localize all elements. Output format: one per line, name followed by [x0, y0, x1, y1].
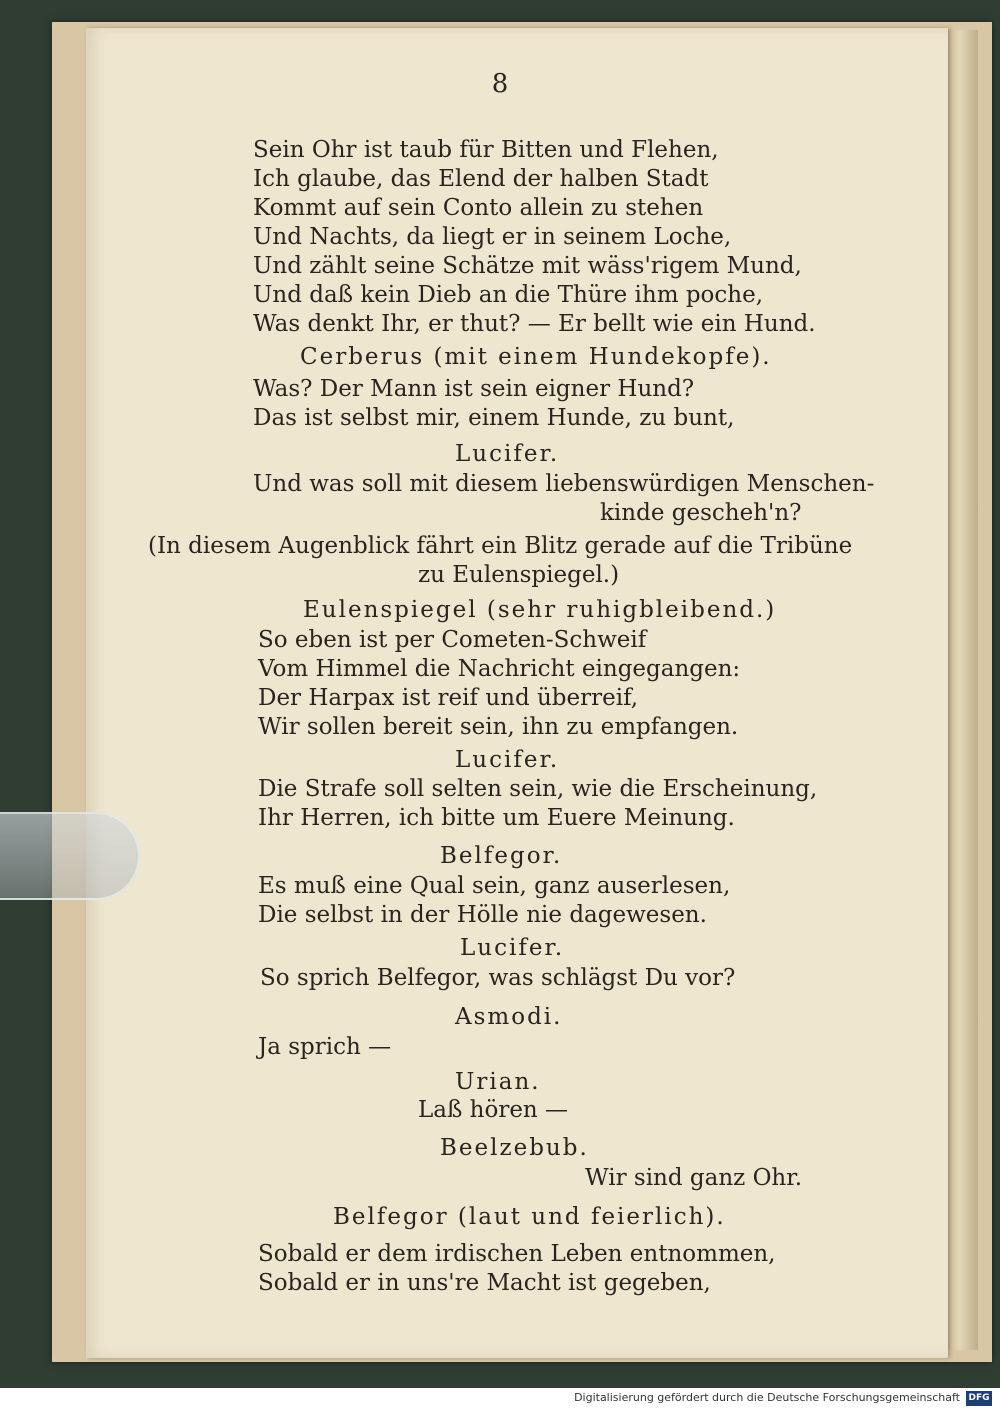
text-line: Ihr Herren, ich bitte um Euere Meinung.	[258, 805, 735, 831]
text-line: Das ist selbst mir, einem Hunde, zu bunt,	[253, 405, 735, 431]
text-line: Sobald er dem irdischen Leben entnommen,	[258, 1241, 776, 1267]
text-line: kinde gescheh'n?	[600, 500, 802, 526]
speaker-line: Belfegor (laut und feierlich).	[333, 1204, 726, 1230]
text-line: Kommt auf sein Conto allein zu stehen	[253, 195, 704, 221]
text-line: Die selbst in der Hölle nie dagewesen.	[258, 902, 707, 928]
text-line: Die Strafe soll selten sein, wie die Erscheinung,	[258, 776, 818, 802]
speaker-name: Lucifer.	[455, 441, 560, 467]
speaker-name: Lucifer.	[455, 747, 560, 773]
stage-direction: (In diesem Augenblick fährt ein Blitz gerade auf die Tribüne	[148, 533, 853, 559]
text-line: Was? Der Mann ist sein eigner Hund?	[253, 376, 695, 402]
speaker-name: Beelzebub.	[440, 1135, 589, 1161]
text-line: Wir sollen bereit sein, ihn zu empfangen.	[258, 714, 739, 740]
text-line: Und was soll mit diesem liebenswürdigen Menschen-	[253, 471, 875, 497]
text-line: Und zählt seine Schätze mit wäss'rigem Mund,	[253, 253, 802, 279]
speaker-name: Lucifer.	[460, 935, 565, 961]
dfg-logo: DFG	[966, 1391, 992, 1406]
text-line: Ich glaube, das Elend der halben Stadt	[253, 166, 709, 192]
text-line: Sobald er in uns're Macht ist gegeben,	[258, 1270, 711, 1296]
text-line: Ja sprich —	[258, 1034, 392, 1060]
text-line: Sein Ohr ist taub für Bitten und Flehen,	[253, 137, 719, 163]
text-line: Laß hören —	[418, 1097, 569, 1123]
speaker-name: Asmodi.	[455, 1004, 563, 1030]
text-line: Und daß kein Dieb an die Thüre ihm poche,	[253, 282, 764, 308]
footer-bar	[0, 1388, 1000, 1410]
speaker-name: Urian.	[455, 1069, 541, 1095]
text-line: Es muß eine Qual sein, ganz auserlesen,	[258, 873, 731, 899]
footer-credit: Digitalisierung gefördert durch die Deutsche Forschungsgemeinschaft	[574, 1391, 960, 1404]
page-number: 8	[491, 69, 509, 99]
stage-direction: zu Eulenspiegel.)	[418, 562, 620, 588]
text-line: Was denkt Ihr, er thut? — Er bellt wie ein Hund.	[253, 311, 816, 337]
speaker-line: Eulenspiegel (sehr ruhigbleibend.)	[303, 597, 777, 623]
text-line: Der Harpax ist reif und überreif,	[258, 685, 639, 711]
speaker-name: Belfegor.	[440, 843, 563, 869]
plastic-clip	[0, 812, 140, 900]
text-line: Und Nachts, da liegt er in seinem Loche,	[253, 224, 732, 250]
speaker-line: Cerberus (mit einem Hundekopfe).	[300, 344, 772, 370]
text-line: Wir sind ganz Ohr.	[585, 1165, 803, 1191]
text-line: So eben ist per Cometen-Schweif	[258, 627, 647, 653]
text-line: So sprich Belfegor, was schlägst Du vor?	[260, 965, 736, 991]
text-line: Vom Himmel die Nachricht eingegangen:	[258, 656, 741, 682]
